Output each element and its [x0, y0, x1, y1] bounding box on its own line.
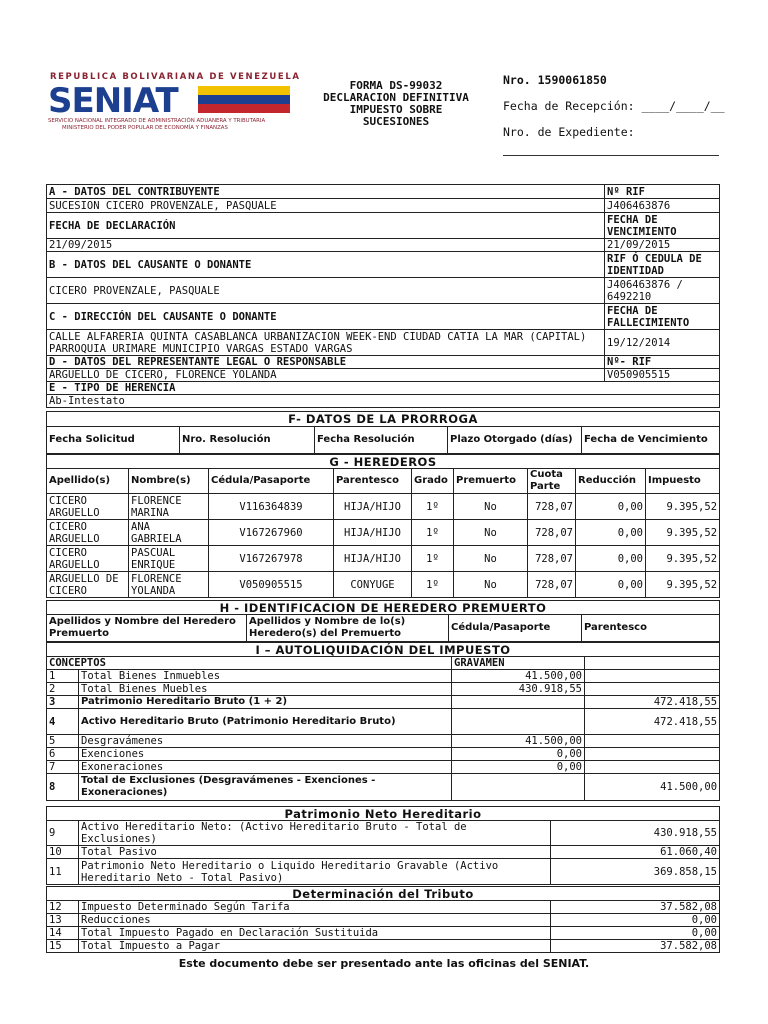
- heredero-reduccion: 0,00: [576, 572, 646, 598]
- concepto-gravamen: [452, 774, 585, 801]
- section-c-title: C - DIRECCIÓN DEL CAUSANTE O DONANTE: [47, 304, 605, 330]
- herederos-header: Apellido(s): [47, 469, 129, 494]
- concepto-gravamen: [452, 709, 585, 735]
- rif-label: Nº RIF: [605, 185, 720, 199]
- section-b-title: B - DATOS DEL CAUSANTE O DONANTE: [47, 252, 605, 278]
- heredero-cuota: 728,07: [528, 572, 576, 598]
- heredero-grado: 1º: [412, 572, 454, 598]
- concepto-gravamen: [452, 696, 585, 709]
- table-row: [47, 735, 720, 748]
- table-row: [47, 940, 720, 953]
- prorroga-header: Nro. Resolución: [180, 427, 315, 454]
- prorroga-header: Fecha de Vencimiento: [582, 427, 720, 454]
- herederos-header: Impuesto: [646, 469, 720, 494]
- concepto-label: Total Pasivo: [79, 846, 551, 859]
- heredero-premuerto: No: [454, 546, 528, 572]
- concepto-number: 9: [47, 821, 79, 846]
- tributo-title: Determinación del Tributo: [47, 887, 720, 901]
- concepto-number: 4: [47, 709, 79, 735]
- heredero-nombre: FLORENCE MARINA: [129, 494, 209, 520]
- table-row: [47, 821, 720, 846]
- herederos-table: [46, 454, 720, 598]
- concepto-number: 14: [47, 927, 79, 940]
- seniat-logo: [48, 72, 301, 150]
- form-meta: [503, 67, 725, 156]
- gravamen-label: GRAVAMEN: [452, 657, 585, 670]
- heredero-impuesto: 9.395,52: [646, 520, 720, 546]
- fecha-vencimiento-label: FECHA DE VENCIMIENTO: [605, 213, 720, 239]
- empty-cell: [585, 657, 720, 670]
- section-d-title: D - DATOS DEL REPRESENTANTE LEGAL O RESPONSABLE: [47, 356, 605, 369]
- form-title: FORMA DS-99032 DECLARACION DEFINITIVA IMPUESTO SOBRE SUCESIONES: [323, 79, 469, 128]
- concepto-label: Total Bienes Inmuebles: [79, 670, 452, 683]
- table-row: [47, 846, 720, 859]
- heredero-cedula: V050905515: [209, 572, 334, 598]
- representante-rif: V050905515: [605, 369, 720, 382]
- representante-name: ARGUELLO DE CICERO, FLORENCE YOLANDA: [47, 369, 605, 382]
- contribuyente-name: SUCESION CICERO PROVENZALE, PASQUALE: [47, 199, 605, 213]
- table-row: [47, 696, 720, 709]
- concepto-label: Exoneraciones: [79, 761, 452, 774]
- heredero-reduccion: 0,00: [576, 494, 646, 520]
- heredero-nombre: PASCUAL ENRIQUE: [129, 546, 209, 572]
- concepto-total: [585, 761, 720, 774]
- concepto-number: 11: [47, 859, 79, 885]
- heredero-impuesto: 9.395,52: [646, 546, 720, 572]
- patrimonio-neto-title: Patrimonio Neto Hereditario: [47, 807, 720, 821]
- concepto-number: 15: [47, 940, 79, 953]
- concepto-label: Total Impuesto a Pagar: [79, 940, 551, 953]
- premuerto-table: [46, 600, 720, 642]
- heredero-impuesto: 9.395,52: [646, 572, 720, 598]
- herederos-header: Cuota Parte: [528, 469, 576, 494]
- table-row: [47, 494, 720, 520]
- concepto-label: Impuesto Determinado Según Tarifa: [79, 901, 551, 914]
- herederos-header: Nombre(s): [129, 469, 209, 494]
- table-row: [47, 761, 720, 774]
- concepto-total: 0,00: [551, 927, 720, 940]
- heredero-apellido: CICERO ARGUELLO: [47, 520, 129, 546]
- concepto-number: 12: [47, 901, 79, 914]
- concepto-label: Activo Hereditario Neto: (Activo Hereditario Bruto - Total de Exclusiones): [79, 821, 551, 846]
- section-i-title: I – AUTOLIQUIDACIÓN DEL IMPUESTO: [47, 643, 720, 657]
- table-row: [47, 914, 720, 927]
- concepto-label: Patrimonio Neto Hereditario o Liquido Hereditario Gravable (Activo Hereditario Neto - Total Pasivo): [79, 859, 551, 885]
- concepto-total: [585, 670, 720, 683]
- section-e-title: E - TIPO DE HERENCIA: [47, 382, 720, 395]
- heredero-apellido: CICERO ARGUELLO: [47, 494, 129, 520]
- concepto-gravamen: 0,00: [452, 761, 585, 774]
- tributo-table: [46, 886, 720, 953]
- section-f-title: F- DATOS DE LA PRORROGA: [47, 412, 720, 427]
- concepto-total: [585, 748, 720, 761]
- concepto-total: 0,00: [551, 914, 720, 927]
- concepto-total: [585, 735, 720, 748]
- table-row: [47, 683, 720, 696]
- table-row: [47, 709, 720, 735]
- heredero-reduccion: 0,00: [576, 546, 646, 572]
- concepto-number: 3: [47, 696, 79, 709]
- causante-rif: J406463876 / 6492210: [605, 278, 720, 304]
- heredero-grado: 1º: [412, 494, 454, 520]
- premuerto-header: Cédula/Pasaporte: [449, 615, 582, 642]
- premuerto-header: Apellidos y Nombre del Heredero Premuerto: [47, 615, 247, 642]
- logo-wordmark: SENIAT: [48, 81, 178, 121]
- contribuyente-table: [46, 184, 720, 408]
- table-row: [47, 546, 720, 572]
- heredero-premuerto: No: [454, 572, 528, 598]
- fecha-fallecimiento: 19/12/2014: [605, 330, 720, 356]
- concepto-number: 13: [47, 914, 79, 927]
- table-row: [47, 520, 720, 546]
- concepto-label: Total Bienes Muebles: [79, 683, 452, 696]
- section-h-title: H - IDENTIFICACION DE HEREDERO PREMUERTO: [47, 601, 720, 615]
- footer-note: Este documento debe ser presentado ante las oficinas del SENIAT.: [178, 957, 590, 970]
- heredero-parentesco: CONYUGE: [334, 572, 412, 598]
- concepto-total: 61.060,40: [551, 846, 720, 859]
- autoliquidacion-table: [46, 642, 720, 801]
- causante-name: CICERO PROVENZALE, PASQUALE: [47, 278, 605, 304]
- concepto-label: Activo Hereditario Bruto (Patrimonio Hereditario Bruto): [79, 709, 452, 735]
- table-row: [47, 670, 720, 683]
- prorroga-header: Plazo Otorgado (días): [448, 427, 582, 454]
- concepto-number: 1: [47, 670, 79, 683]
- form-number: Nro. 1590061850: [503, 73, 607, 87]
- heredero-premuerto: No: [454, 520, 528, 546]
- herederos-header: Cédula/Pasaporte: [209, 469, 334, 494]
- prorroga-header: Fecha Solicitud: [47, 427, 180, 454]
- section-a-title: A - DATOS DEL CONTRIBUYENTE: [47, 185, 605, 199]
- concepto-total: 37.582,08: [551, 901, 720, 914]
- heredero-cuota: 728,07: [528, 494, 576, 520]
- premuerto-header: Apellidos y Nombre de lo(s) Heredero(s) del Premuerto: [247, 615, 449, 642]
- heredero-apellido: ARGUELLO DE CICERO: [47, 572, 129, 598]
- table-row: [47, 859, 720, 885]
- causante-rif-label: RIF Ó CEDULA DE IDENTIDAD: [605, 252, 720, 278]
- concepto-label: Total Impuesto Pagado en Declaración Sustituida: [79, 927, 551, 940]
- heredero-cedula: V167267960: [209, 520, 334, 546]
- heredero-reduccion: 0,00: [576, 520, 646, 546]
- concepto-total: [585, 683, 720, 696]
- heredero-parentesco: HIJA/HIJO: [334, 520, 412, 546]
- heredero-premuerto: No: [454, 494, 528, 520]
- table-row: [47, 901, 720, 914]
- herederos-header: Premuerto: [454, 469, 528, 494]
- table-row: [47, 927, 720, 940]
- section-g-title: G - HEREDEROS: [47, 455, 720, 469]
- heredero-parentesco: HIJA/HIJO: [334, 494, 412, 520]
- herederos-header: Reducción: [576, 469, 646, 494]
- concepto-total: 369.858,15: [551, 859, 720, 885]
- concepto-number: 8: [47, 774, 79, 801]
- concepto-number: 5: [47, 735, 79, 748]
- premuerto-header: Parentesco: [582, 615, 720, 642]
- concepto-label: Patrimonio Hereditario Bruto (1 + 2): [79, 696, 452, 709]
- fecha-declaracion: 21/09/2015: [47, 239, 605, 252]
- heredero-nombre: FLORENCE YOLANDA: [129, 572, 209, 598]
- document-header: [0, 0, 768, 180]
- concepto-total: 472.418,55: [585, 709, 720, 735]
- heredero-cuota: 728,07: [528, 520, 576, 546]
- concepto-number: 7: [47, 761, 79, 774]
- fecha-vencimiento: 21/09/2015: [605, 239, 720, 252]
- fecha-fallecimiento-label: FECHA DE FALLECIMIENTO: [605, 304, 720, 330]
- herederos-header: Parentesco: [334, 469, 412, 494]
- patrimonio-neto-table: [46, 806, 720, 885]
- causante-direccion: CALLE ALFARERIA QUINTA CASABLANCA URBANIZACION WEEK-END CIUDAD CATIA LA MAR (CAPITAL) PARROQUIA URIMARE MUNICIPIO VARGAS ESTADO VARGAS: [47, 330, 605, 356]
- table-row: [47, 572, 720, 598]
- concepto-total: 37.582,08: [551, 940, 720, 953]
- heredero-parentesco: HIJA/HIJO: [334, 546, 412, 572]
- heredero-nombre: ANA GABRIELA: [129, 520, 209, 546]
- concepto-total: 41.500,00: [585, 774, 720, 801]
- prorroga-table: [46, 411, 720, 454]
- concepto-label: Reducciones: [79, 914, 551, 927]
- table-row: [47, 774, 720, 801]
- fecha-declaracion-label: FECHA DE DECLARACIÓN: [47, 213, 605, 239]
- concepto-label: Total de Exclusiones (Desgravámenes - Exenciones - Exoneraciones): [79, 774, 452, 801]
- heredero-cedula: V167267978: [209, 546, 334, 572]
- heredero-grado: 1º: [412, 546, 454, 572]
- venezuela-flag-icon: [198, 86, 290, 114]
- herederos-header: Grado: [412, 469, 454, 494]
- concepto-gravamen: 430.918,55: [452, 683, 585, 696]
- heredero-cuota: 728,07: [528, 546, 576, 572]
- concepto-total: 430.918,55: [551, 821, 720, 846]
- heredero-cedula: V116364839: [209, 494, 334, 520]
- concepto-gravamen: 41.500,00: [452, 735, 585, 748]
- heredero-apellido: CICERO ARGUELLO: [47, 546, 129, 572]
- representante-rif-label: Nº- RIF: [605, 356, 720, 369]
- concepto-gravamen: 0,00: [452, 748, 585, 761]
- conceptos-label: CONCEPTOS: [47, 657, 452, 670]
- concepto-number: 10: [47, 846, 79, 859]
- concepto-number: 2: [47, 683, 79, 696]
- concepto-total: 472.418,55: [585, 696, 720, 709]
- heredero-impuesto: 9.395,52: [646, 494, 720, 520]
- table-row: [47, 748, 720, 761]
- concepto-label: Desgravámenes: [79, 735, 452, 748]
- expedient-number: Nro. de Expediente:: [503, 125, 635, 139]
- heredero-grado: 1º: [412, 520, 454, 546]
- tipo-herencia: Ab-Intestato: [47, 395, 720, 408]
- prorroga-header: Fecha Resolución: [315, 427, 448, 454]
- concepto-label: Exenciones: [79, 748, 452, 761]
- concepto-gravamen: 41.500,00: [452, 670, 585, 683]
- logo-country-text: REPUBLICA BOLIVARIANA DE VENEZUELA: [50, 72, 301, 82]
- reception-date: Fecha de Recepción: ____/____/__: [503, 99, 725, 113]
- logo-subtitle: SERVICIO NACIONAL INTEGRADO DE ADMINISTRACIÓN ADUANERA Y TRIBUTARIA MINISTERIO DEL PODER POPULAR DE ECONOMÍA Y FINANZAS: [48, 118, 266, 131]
- concepto-number: 6: [47, 748, 79, 761]
- contribuyente-rif: J406463876: [605, 199, 720, 213]
